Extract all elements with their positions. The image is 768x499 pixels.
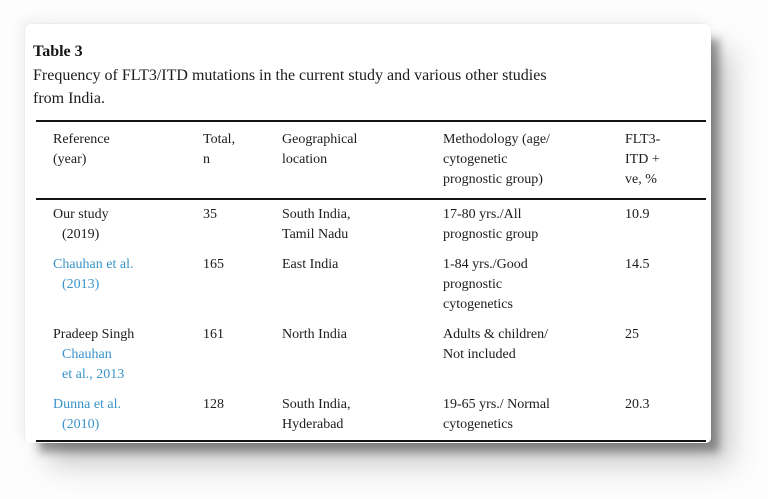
header-line: Total, [203, 132, 236, 147]
total-cell [203, 205, 282, 245]
total-cell [203, 325, 282, 385]
flt3-value: 10.9 [625, 207, 650, 222]
table-row [36, 200, 706, 250]
location-line: South India, [282, 207, 351, 222]
location-cell [282, 205, 443, 245]
methodology-line: cytogenetics [443, 297, 513, 312]
header-line: Geographical [282, 132, 358, 147]
table-row [36, 390, 706, 440]
total-value: 35 [203, 207, 217, 222]
reference-text: Our study [53, 207, 109, 222]
flt3-value: 14.5 [625, 257, 650, 272]
methodology-line: prognostic group [443, 227, 539, 242]
location-cell [282, 325, 443, 385]
citation-link[interactable]: (2010) [62, 417, 100, 432]
header-line: Reference [53, 132, 110, 147]
reference-cell [36, 255, 203, 315]
reference-cell [36, 395, 203, 435]
methodology-line: prognostic [443, 277, 503, 292]
header-line: ITD + [625, 152, 660, 167]
column-header-total [203, 130, 282, 190]
flt3-cell [625, 395, 706, 435]
flt3-cell [625, 255, 706, 315]
header-line: Methodology (age/ [443, 132, 550, 147]
location-line: East India [282, 257, 339, 272]
column-header-location [282, 130, 443, 190]
methodology-cell [443, 205, 625, 245]
citation-link[interactable]: Dunna et al. [53, 397, 122, 412]
flt3-cell [625, 205, 706, 245]
methodology-line: Adults & children/ [443, 327, 548, 342]
total-value: 128 [203, 397, 224, 412]
methodology-line: Not included [443, 347, 516, 362]
citation-link[interactable]: Chauhan et al. [53, 257, 134, 272]
methodology-line: 17-80 yrs./All [443, 207, 522, 222]
table-header-row [36, 122, 706, 200]
location-line: North India [282, 327, 347, 342]
header-line: n [203, 152, 210, 167]
citation-link[interactable]: et al., 2013 [62, 367, 125, 382]
total-value: 161 [203, 327, 224, 342]
header-line: cytogenetic [443, 152, 508, 167]
total-cell [203, 395, 282, 435]
caption-line-1: Frequency of FLT3/ITD mutations in the current study and various other studies [33, 67, 547, 84]
header-line: ve, % [625, 172, 657, 187]
table-caption [33, 64, 707, 110]
flt3-cell [625, 325, 706, 385]
caption-line-2: from India. [33, 90, 105, 107]
table-label: Table 3 [33, 43, 83, 60]
methodology-cell [443, 395, 625, 435]
location-line: Tamil Nadu [282, 227, 349, 242]
flt3-value: 20.3 [625, 397, 650, 412]
location-cell [282, 255, 443, 315]
methodology-line: 1-84 yrs./Good [443, 257, 528, 272]
reference-cell [36, 205, 203, 245]
methodology-line: 19-65 yrs./ Normal [443, 397, 550, 412]
methodology-cell [443, 325, 625, 385]
reference-cell [36, 325, 203, 385]
header-line: location [282, 152, 328, 167]
location-line: South India, [282, 397, 351, 412]
flt3-value: 25 [625, 327, 639, 342]
total-cell [203, 255, 282, 315]
column-header-flt3 [625, 130, 706, 190]
methodology-cell [443, 255, 625, 315]
citation-link[interactable]: Chauhan [62, 347, 112, 362]
location-line: Hyderabad [282, 417, 344, 432]
methodology-line: cytogenetics [443, 417, 513, 432]
header-line: FLT3- [625, 132, 661, 147]
header-line: prognostic group) [443, 172, 543, 187]
reference-text: Pradeep Singh [53, 327, 135, 342]
table-row [36, 320, 706, 390]
column-header-methodology [443, 130, 625, 190]
reference-text: (2019) [62, 227, 100, 242]
citation-link[interactable]: (2013) [62, 277, 100, 292]
column-header-reference [36, 130, 203, 190]
table-row [36, 250, 706, 320]
header-line: (year) [53, 152, 87, 167]
location-cell [282, 395, 443, 435]
table-card [25, 24, 711, 443]
total-value: 165 [203, 257, 224, 272]
data-table [36, 120, 706, 442]
